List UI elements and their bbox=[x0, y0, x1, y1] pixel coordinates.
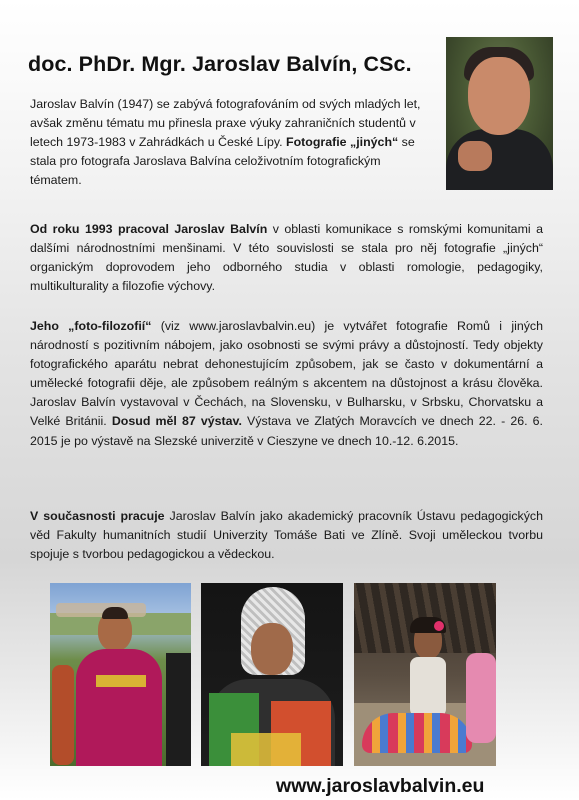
intro-paragraph: Jaroslav Balvín (1947) se zabývá fotografováním od svých mladých let, avšak změnu tématu mu přinesla praxe výuky zahraničních studentů v letech 1973-1983 v Zahrádkách u České Lípy. Fotografie „jiných“ se stala pro fotografa Jaroslava Balvína celoživotním fotografickým tématem. bbox=[30, 97, 421, 187]
author-portrait-photo bbox=[446, 37, 553, 190]
photo-girl-with-headdress bbox=[201, 583, 343, 766]
paragraph-photo-philosophy: Jeho „foto-filozofií“ (viz www.jaroslavbalvin.eu) je vytvářet fotografie Romů i jiných národností s pozitivním nábojem, jako osobnosti se svými právy a důstojností. Tedy objekty fotografického aparátu nebrat dehonestujícím způsobem, jak se často v dokumentární a umělecké fotografii děje, ale způsobem reálným s akcentem na důstojnost a krásu člověka. Jaroslav Balvín vystavoval v Čechách, na Slovensku, v Bulharsku, v Srbsku, Chorvatsku a Velké Británii. Dosud měl 87 výstav. Výstava ve Zlatých Moravcích ve dnech 22. - 26. 6. 2015 je po výstavě na Slezské univerzitě v Cieszyne ve dnech 10.-12. 6.2015. bbox=[30, 319, 543, 448]
photo-girls-sitting bbox=[354, 583, 496, 766]
paragraph-romani-communities: Od roku 1993 pracoval Jaroslav Balvín v oblasti komunikace s romskými komunitami a dalšími národnostními menšinami. V této souvislosti se stala pro něj fotografie „jiných“ organickým doprovodem jeho odborného studia v oblasti romologie, pedagogiky, multikulturality a filozofie výchovy. bbox=[30, 222, 543, 294]
paragraph-current-work: V současnosti pracuje Jaroslav Balvín jako akademický pracovník Ústavu pedagogických věd Fakulty humanitních studií Univerzity Tomáše Bati ve Zlíně. Svoji uměleckou tvorbu spojuje s tvorbou pedagogickou a vědeckou. bbox=[30, 509, 543, 562]
page-title: doc. PhDr. Mgr. Jaroslav Balvín, CSc. bbox=[28, 52, 412, 76]
website-url: www.jaroslavbalvin.eu bbox=[276, 775, 485, 797]
photo-man-in-red-shirt bbox=[50, 583, 191, 766]
